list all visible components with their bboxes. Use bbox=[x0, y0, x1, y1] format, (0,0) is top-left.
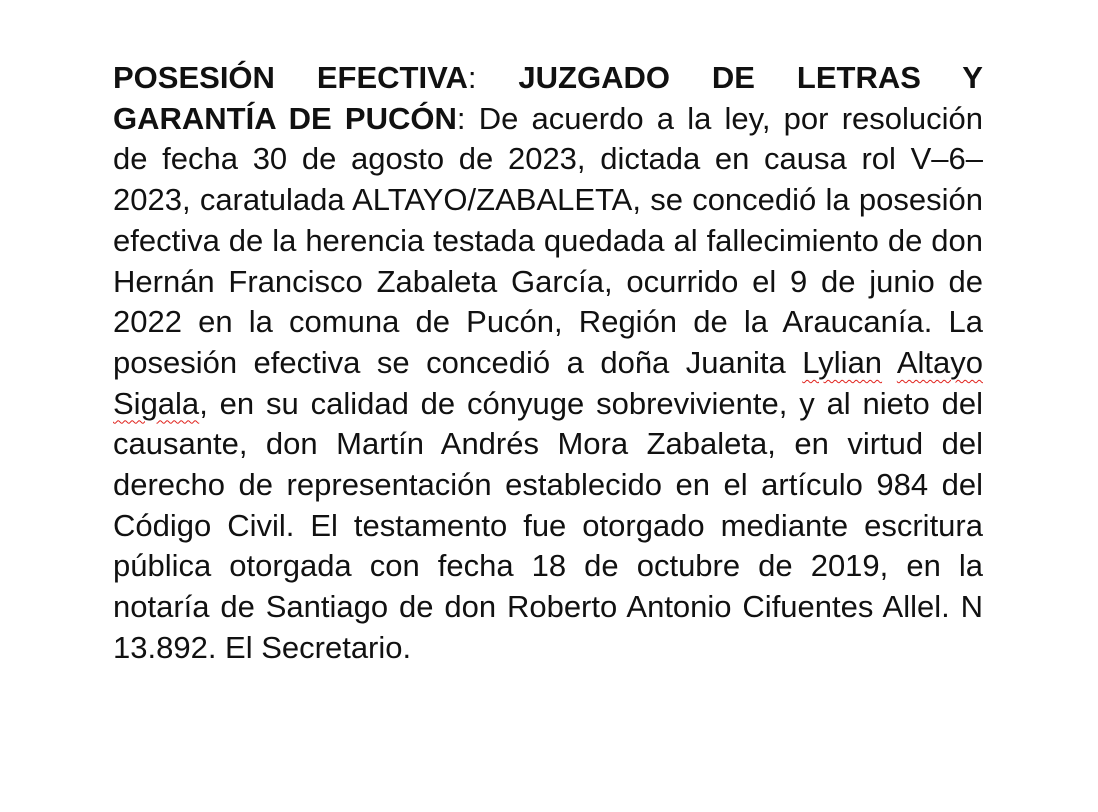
notice-heading-title: POSESIÓN EFECTIVA bbox=[113, 60, 468, 95]
word-space bbox=[882, 345, 897, 380]
notice-body-part-1: De acuerdo a la ley, por resolución de fecha 30 de agosto de 2023, dictada en causa rol V–6–2023, caratulada ALTAYO/ZABALETA, se concedió la posesión efectiva de la herencia testada quedada al fallecimiento de don Hernán Francisco Zabaleta García, ocurrido el 9 de junio de 2022 en la comuna de Pucón, Región de la Araucanía. La posesión efectiva se concedió a doña Juanita bbox=[113, 100, 983, 380]
spellcheck-word-sigala[interactable]: Sigala bbox=[113, 385, 200, 421]
spellcheck-word-lylian[interactable]: Lylian bbox=[802, 344, 883, 380]
notice-body-part-2: , en su calidad de cónyuge sobreviviente, y al nieto del causante, don Martín Andrés Mora Zabaleta, en virtud del derecho de representación establecido en el artículo 984 del Código Civil. El testamento fue otorgado mediante escritura pública otorgada con fecha 18 de octubre de 2019, en la notaría de Santiago de don Roberto Antonio Cifuentes Allel. N 13.892. El Secretario. bbox=[113, 385, 983, 665]
court-separator: : bbox=[456, 100, 479, 136]
heading-separator: : bbox=[467, 60, 519, 95]
court-name: JUZGADO DE LETRAS Y GARANTÍA DE PUCÓN bbox=[113, 60, 983, 136]
spellcheck-word-altayo[interactable]: Altayo bbox=[896, 344, 983, 380]
legal-notice-paragraph bbox=[113, 58, 983, 669]
